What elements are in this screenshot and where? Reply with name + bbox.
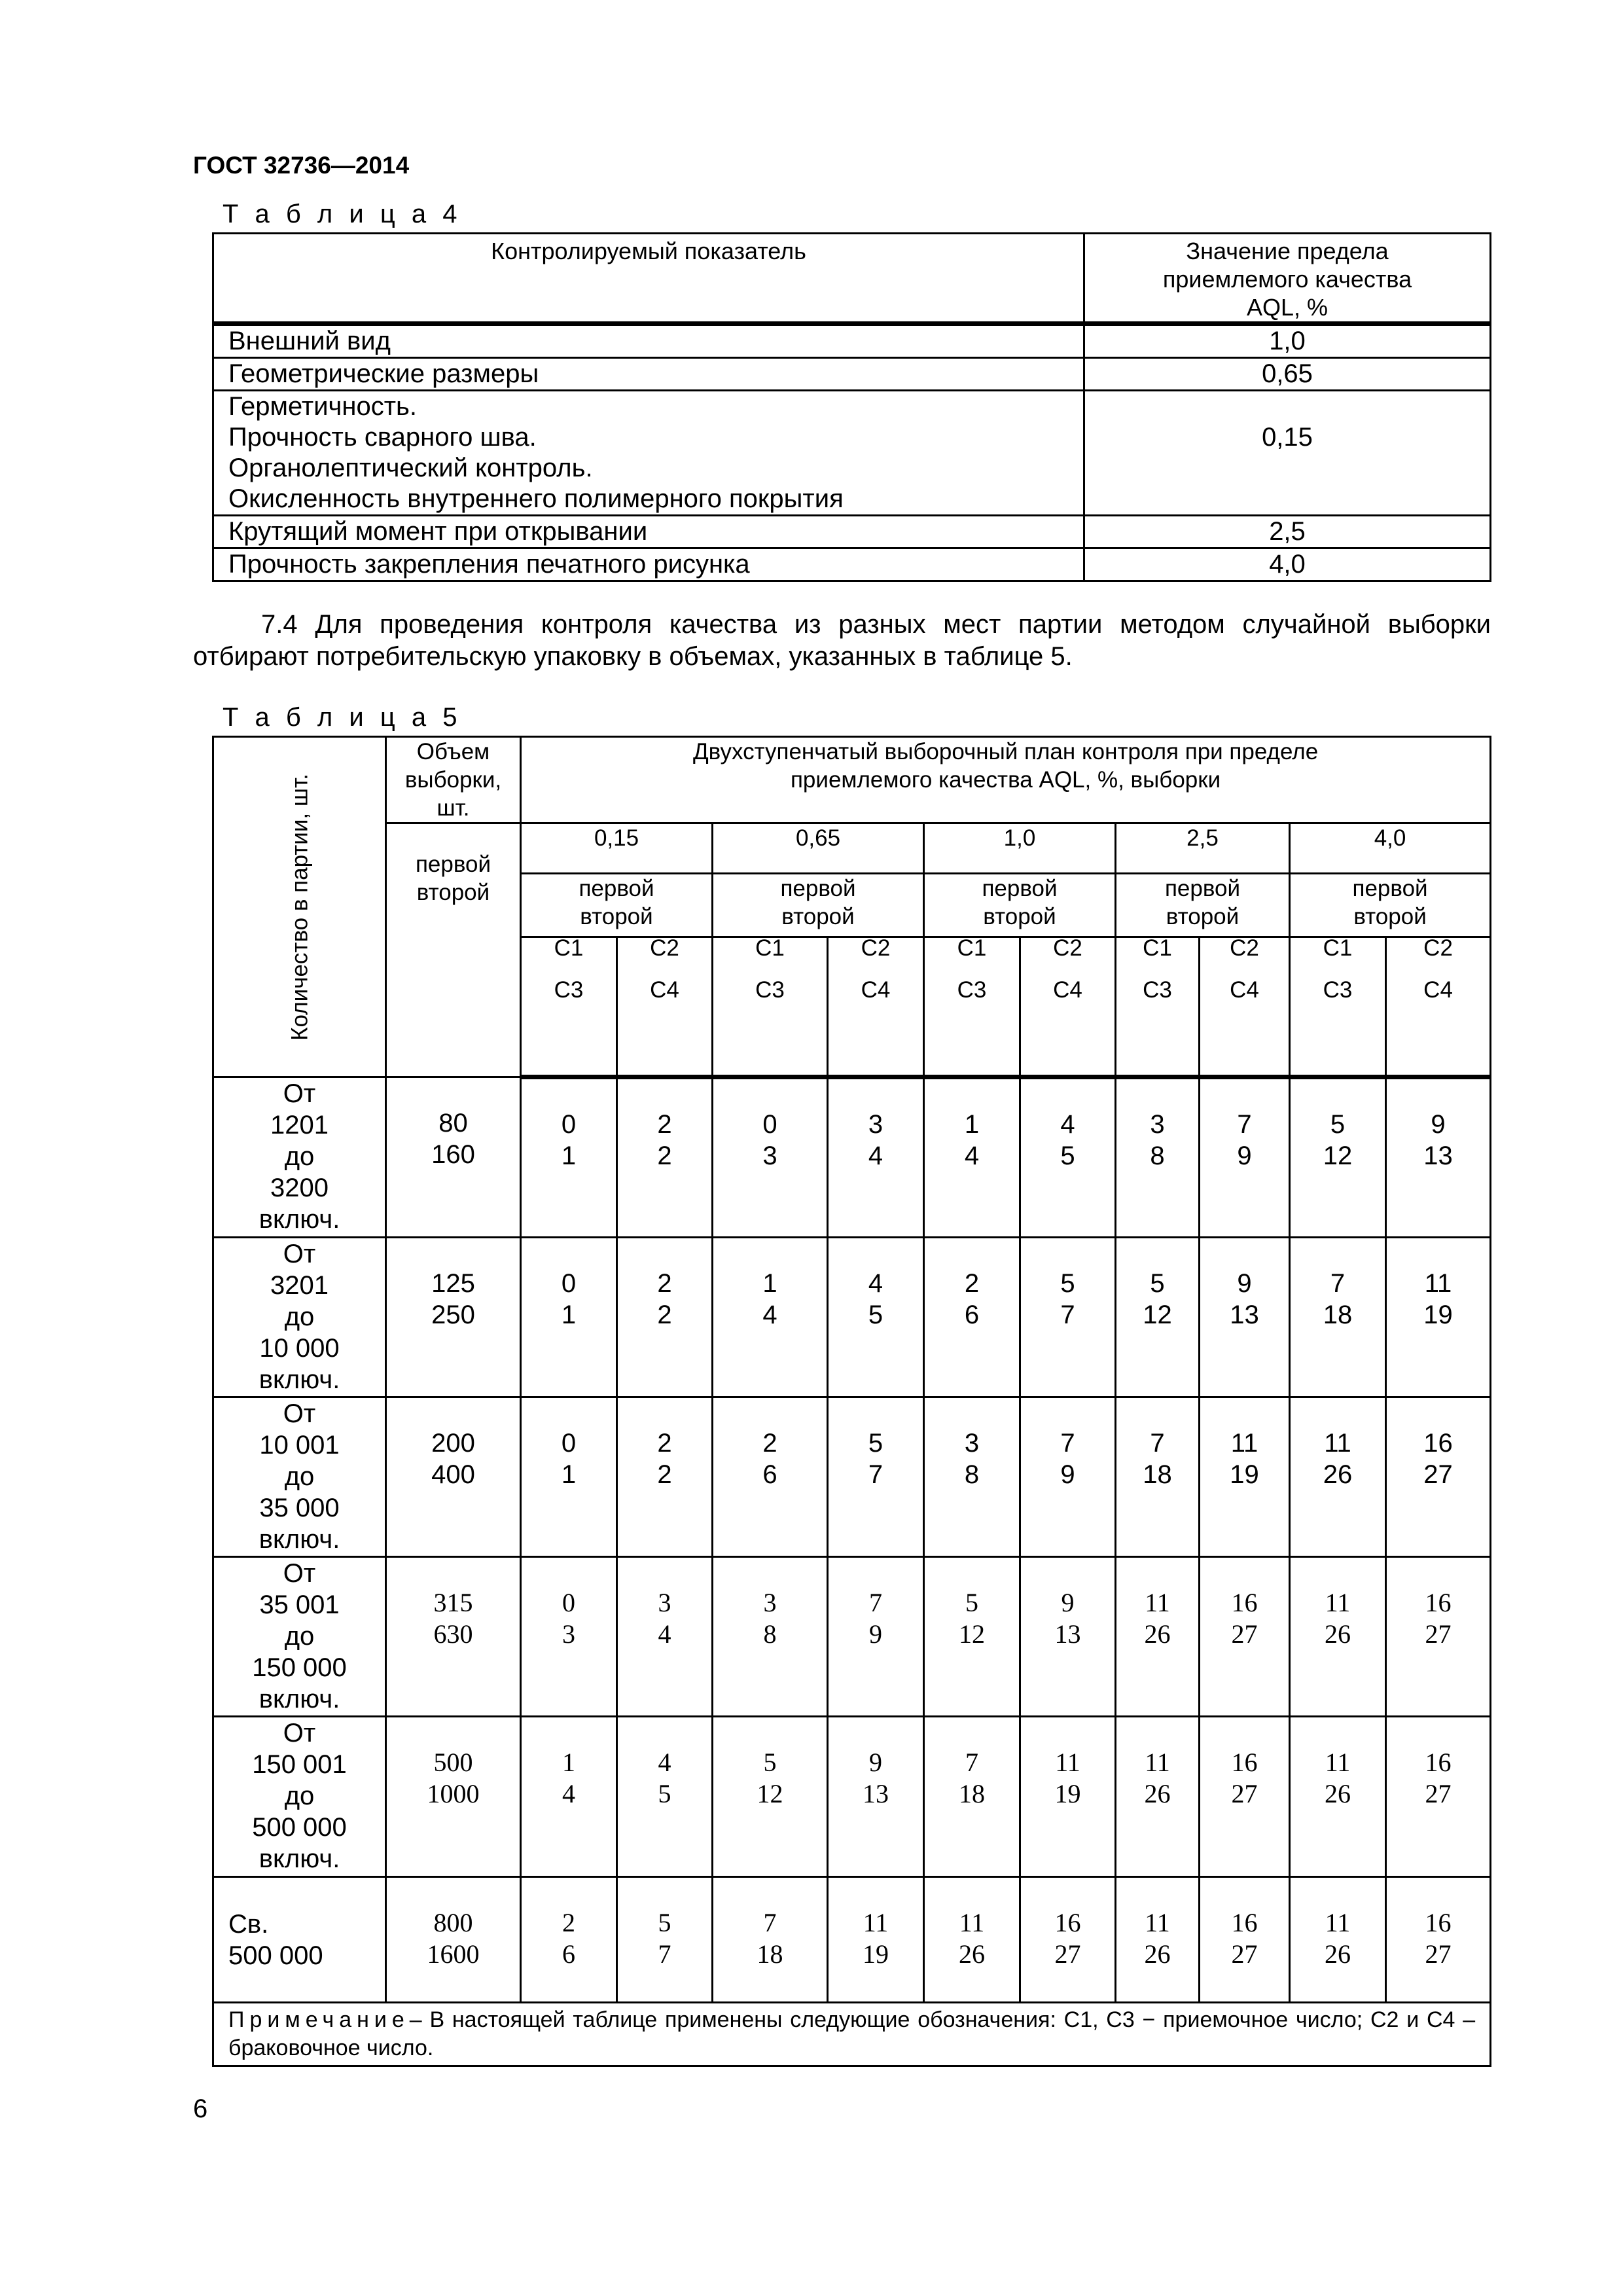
table5-value-cell: 7 9 [828, 1557, 924, 1717]
table5-aql-level: 2,5 [1116, 823, 1290, 874]
table-row [213, 1077, 1491, 1238]
table5-value-cell: 11 26 [1290, 1397, 1386, 1557]
table5-value-cell: 3 8 [713, 1557, 828, 1717]
table5-quantity-cell: От 10 001 до 35 000 включ. [213, 1397, 386, 1557]
table-row [213, 1717, 1491, 1877]
table5-value-cell: 4 5 [828, 1238, 924, 1397]
table5-value-cell: 11 19 [1386, 1238, 1491, 1397]
table4-indicator-cell: Крутящий момент при открывании [213, 516, 1084, 548]
table-row [213, 548, 1491, 581]
table5-value-cell: 7 18 [924, 1717, 1020, 1877]
table5-quantity-cell: От 150 001 до 500 000 включ. [213, 1717, 386, 1877]
table5-value-cell: 16 27 [1020, 1877, 1116, 2003]
table4 [212, 232, 1491, 582]
table-row [213, 516, 1491, 548]
table5-value-cell: 9 13 [828, 1717, 924, 1877]
table5-value-cell: 16 27 [1200, 1557, 1290, 1717]
table4-header-indicator: Контролируемый показатель [213, 234, 1084, 324]
table5-value-cell: 0 3 [521, 1557, 617, 1717]
table5-stage-label: первой второй [521, 874, 713, 937]
table4-value-cell [1084, 391, 1491, 516]
table5-value-cell: 11 26 [1290, 1717, 1386, 1877]
table5-header-row [213, 737, 1491, 823]
table5-value-cell: 2 6 [713, 1397, 828, 1557]
table5-quantity-cell: От 35 001 до 150 000 включ. [213, 1557, 386, 1717]
table4-value-cell: 4,0 [1084, 548, 1491, 581]
table4-indicator-cell: Прочность закрепления печатного рисунка [213, 548, 1084, 581]
table5-value-cell: 11 19 [1020, 1717, 1116, 1877]
table5-sample-cell: 125 250 [386, 1238, 521, 1397]
table5-value-cell: 11 26 [924, 1877, 1020, 2003]
table5-value-cell: 7 18 [1116, 1397, 1200, 1557]
table5-value-cell: 0 1 [521, 1077, 617, 1238]
table5-value-cell: 5 12 [924, 1557, 1020, 1717]
table4-value-cell: 2,5 [1084, 516, 1491, 548]
table-row [213, 391, 1491, 516]
table5-value-cell: 1 4 [521, 1717, 617, 1877]
table5-value-cell: 16 27 [1200, 1877, 1290, 2003]
table5-value-cell: 9 13 [1200, 1238, 1290, 1397]
page-number: 6 [193, 2094, 208, 2123]
table5-value-cell: 16 27 [1386, 1397, 1491, 1557]
table5-sample-cell: 500 1000 [386, 1717, 521, 1877]
table5-sample-cell: 315 630 [386, 1557, 521, 1717]
table4-value-cell: 0,65 [1084, 358, 1491, 391]
table5-aql-level: 0,65 [713, 823, 924, 874]
table5-header-quantity [213, 737, 386, 1077]
table5-value-cell: 5 7 [617, 1877, 713, 2003]
table5-value-cell: 11 19 [828, 1877, 924, 2003]
section-7-4-paragraph: 7.4 Для проведения контроля качества из разных мест партии методом случайной выборки отбирают потребительскую упаковку в объемах, указанных в таблице 5. [193, 610, 1491, 671]
table-row [213, 358, 1491, 391]
table5-c-label: C2 C4 [617, 937, 713, 1077]
table5-value-cell: 11 26 [1290, 1877, 1386, 2003]
table5-value-cell: 16 27 [1386, 1717, 1491, 1877]
table5-value-cell: 3 4 [828, 1077, 924, 1238]
table5-c-label: C1 C3 [1290, 937, 1386, 1077]
table-row [213, 1238, 1491, 1397]
table5-value-cell: 16 27 [1200, 1717, 1290, 1877]
table5-caption: Т а б л и ц а 5 [223, 703, 462, 732]
table5-value-cell: 5 12 [1116, 1238, 1200, 1397]
table5-value-cell: 2 2 [617, 1077, 713, 1238]
table5-note-label: Примечание [228, 2007, 410, 2032]
table5-aql-level: 1,0 [924, 823, 1116, 874]
table5-value-cell: 16 27 [1386, 1557, 1491, 1717]
table-row [213, 1877, 1491, 2003]
table5-c-label: C2 C4 [828, 937, 924, 1077]
table5-value-cell: 7 18 [1290, 1238, 1386, 1397]
table5-value-cell: 11 19 [1200, 1397, 1290, 1557]
table5-value-cell: 2 2 [617, 1397, 713, 1557]
table5-stage-label: первой второй [713, 874, 924, 937]
table-row [213, 1397, 1491, 1557]
table5-value-cell: 11 26 [1116, 1557, 1200, 1717]
table5-aql-level: 0,15 [521, 823, 713, 874]
document-code: ГОСТ 32736—2014 [193, 152, 410, 179]
table5-body [213, 1077, 1491, 2003]
table5-value-cell: 5 12 [1290, 1077, 1386, 1238]
table5-c-label: C1 C3 [1116, 937, 1200, 1077]
table4-header-row [213, 234, 1491, 324]
table5-value-cell: 4 5 [617, 1717, 713, 1877]
table4-value-cell: 1,0 [1084, 324, 1491, 358]
table5-stage-label: первой второй [924, 874, 1116, 937]
table4-caption: Т а б л и ц а 4 [223, 200, 462, 228]
table4-indicator-cell: Герметичность. Прочность сварного шва. Органолептический контроль. Окисленность внутреннего полимерного покрытия [213, 391, 1084, 516]
table5-value-cell: 3 4 [617, 1557, 713, 1717]
table5-c-label: C1 C3 [713, 937, 828, 1077]
table5-value-cell: 0 3 [713, 1077, 828, 1238]
table5-value-cell: 3 8 [924, 1397, 1020, 1557]
table5-value-cell: 2 2 [617, 1238, 713, 1397]
table5-value-cell: 5 7 [1020, 1238, 1116, 1397]
table5-note [213, 2003, 1491, 2066]
table4-value: 0,15 [1262, 423, 1313, 452]
table5-quantity-cell: От 1201 до 3200 включ. [213, 1077, 386, 1238]
table5-value-cell: 2 6 [521, 1877, 617, 2003]
table5-c-label: C2 C4 [1020, 937, 1116, 1077]
table5-c-label: C1 C3 [521, 937, 617, 1077]
table5-sample-stage-label: первой второй [386, 823, 521, 1077]
table5-value-cell: 11 26 [1116, 1877, 1200, 2003]
table5-value-cell: 7 9 [1020, 1397, 1116, 1557]
table5-value-cell: 5 12 [713, 1717, 828, 1877]
table5-sample-cell: 800 1600 [386, 1877, 521, 2003]
table5-value-cell: 1 4 [713, 1238, 828, 1397]
table5-header-plan: Двухступенчатый выборочный план контроля при пределе приемлемого качества AQL, %, выборки [521, 737, 1491, 823]
table5-header-sample-size: Объем выборки, шт. [386, 737, 521, 823]
table5-value-cell: 9 13 [1020, 1557, 1116, 1717]
table5 [212, 736, 1491, 2067]
table-row [213, 1557, 1491, 1717]
table5-stage-label: первой второй [1116, 874, 1290, 937]
table5-sample-cell: 80 160 [386, 1077, 521, 1238]
table5-c-label: C1 C3 [924, 937, 1020, 1077]
table5-c-label: C2 C4 [1200, 937, 1290, 1077]
table5-note-text: – В настоящей таблице применены следующие обозначения: С1, С3 − приемочное число; С2 и С4 – браковочное число. [228, 2007, 1476, 2060]
table-row [213, 324, 1491, 358]
table5-value-cell: 16 27 [1386, 1877, 1491, 2003]
table5-value-cell: 7 9 [1200, 1077, 1290, 1238]
table5-value-cell: 11 26 [1116, 1717, 1200, 1877]
table5-value-cell: 4 5 [1020, 1077, 1116, 1238]
table5-value-cell: 1 4 [924, 1077, 1020, 1238]
table5-note-row [213, 2003, 1491, 2066]
table5-value-cell: 7 18 [713, 1877, 828, 2003]
table4-indicator-cell: Геометрические размеры [213, 358, 1084, 391]
table5-c-label: C2 C4 [1386, 937, 1491, 1077]
table4-header-aql: Значение предела приемлемого качества AQL, % [1084, 234, 1491, 324]
table5-value-cell: 0 1 [521, 1238, 617, 1397]
table5-header-row [213, 823, 1491, 874]
table5-value-cell: 9 13 [1386, 1077, 1491, 1238]
table5-value-cell: 2 6 [924, 1238, 1020, 1397]
table5-value-cell: 3 8 [1116, 1077, 1200, 1238]
table5-sample-cell: 200 400 [386, 1397, 521, 1557]
table5-value-cell: 11 26 [1290, 1557, 1386, 1717]
table5-quantity-label: Количество в партии, шт. [287, 773, 312, 1041]
table5-stage-label: первой второй [1290, 874, 1491, 937]
table5-aql-level: 4,0 [1290, 823, 1491, 874]
table5-value-cell: 5 7 [828, 1397, 924, 1557]
table5-value-cell: 0 1 [521, 1397, 617, 1557]
table4-indicator-cell: Внешний вид [213, 324, 1084, 358]
table5-quantity-cell: Св. 500 000 [213, 1877, 386, 2003]
table5-quantity-cell: От 3201 до 10 000 включ. [213, 1238, 386, 1397]
